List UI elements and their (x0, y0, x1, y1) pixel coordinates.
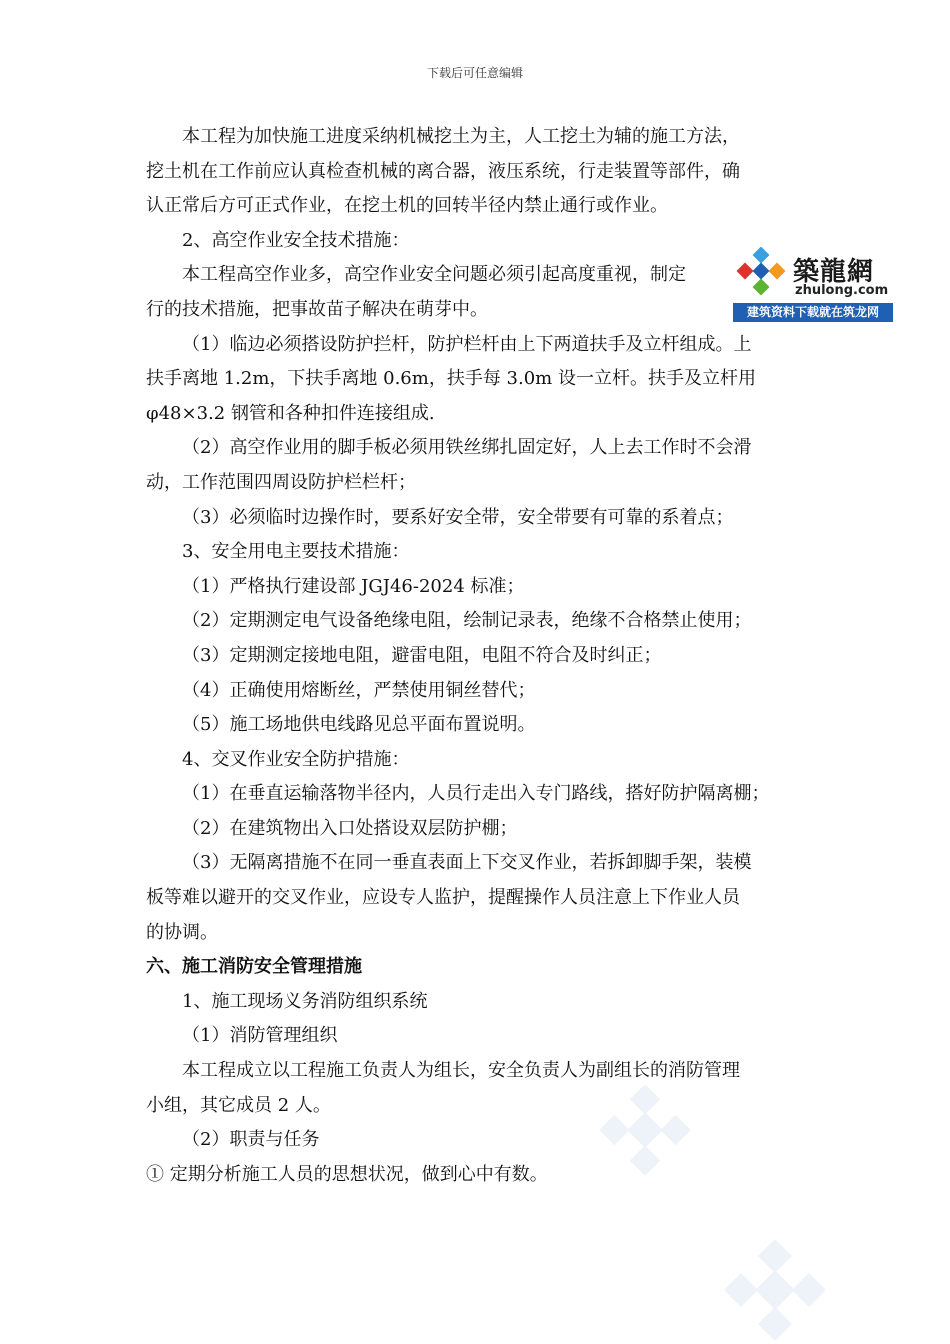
paragraph-line: 本工程成立以工程施工负责人为组长，安全负责人为副组长的消防管理 (182, 1060, 740, 1082)
paragraph-line: （4）正确使用熔断丝，严禁使用铜丝替代； (182, 679, 536, 701)
paragraph-line: （3）无隔离措施不在同一垂直表面上下交叉作业，若拆卸脚手架，装模 (182, 852, 752, 874)
paragraph-line: （1）消防管理组织 (182, 1025, 338, 1047)
paragraph-line: （2）定期测定电气设备绝缘电阻，绘制记录表，绝缘不合格禁止使用； (182, 610, 752, 632)
paragraph-line: 板等难以避开的交叉作业，应设专人监护，提醒操作人员注意上下作业人员 (146, 887, 740, 909)
logo-name-cn: 築龍網 (793, 257, 875, 287)
watermark-flower-icon-2 (725, 1240, 825, 1340)
paragraph-line: （1）严格执行建设部 JGJ46-2024 标准； (182, 575, 525, 597)
paragraph-line: 3、安全用电主要技术措施： (182, 541, 410, 563)
paragraph-line: （5）施工场地供电线路见总平面布置说明。 (182, 714, 536, 736)
paragraph-line: （2）在建筑物出入口处搭设双层防护棚； (182, 817, 518, 839)
paragraph-line: 的协调。 (146, 921, 218, 943)
paragraph-line: 4、交叉作业安全防护措施： (182, 748, 410, 770)
paragraph-line: 行的技术措施，把事故苗子解决在萌芽中。 (146, 298, 488, 320)
paragraph-line: 认正常后方可正式作业，在挖土机的回转半径内禁止通行或作业。 (146, 195, 668, 217)
zhulong-flower-icon (735, 247, 787, 299)
zhulong-logo (733, 247, 893, 323)
paragraph-line: ① 定期分析施工人员的思想状况，做到心中有数。 (146, 1163, 548, 1185)
paragraph-line: 本工程为加快施工进度采纳机械挖土为主，人工挖土为辅的施工方法， (182, 126, 740, 147)
paragraph-line: （1）临边必须搭设防护拦杆，防护栏杆由上下两道扶手及立杆组成。上 (182, 333, 752, 355)
watermark-flower-icon (600, 1085, 690, 1175)
header-note: 下载后可任意编辑 (426, 66, 523, 80)
paragraph-line: 2、高空作业安全技术措施： (182, 229, 410, 251)
paragraph-line: 1、施工现场义务消防组织系统 (182, 990, 428, 1012)
document-body (146, 120, 810, 1192)
paragraph-line: （1）在垂直运输落物半径内，人员行走出入专门路线，搭好防护隔离棚； (182, 783, 770, 805)
paragraph-line: 本工程高空作业多，高空作业安全问题必须引起高度重视，制定 (182, 264, 686, 286)
section-heading: 六、施工消防安全管理措施 (146, 956, 362, 978)
paragraph-line: （2）高空作业用的脚手板必须用铁丝绑扎固定好，人上去工作时不会滑 (182, 437, 752, 459)
logo-name-en: zhulong.com (795, 283, 889, 298)
paragraph-line: φ48×3.2 钢管和各种扣件连接组成. (146, 402, 435, 424)
paragraph-line: 动，工作范围四周设防护栏栏杆； (146, 471, 416, 493)
paragraph-line: （3）必须临时边操作时，要系好安全带，安全带要有可靠的系着点； (182, 506, 734, 528)
paragraph-line: 小组，其它成员 2 人。 (146, 1094, 331, 1116)
paragraph-line: 扶手离地 1.2m，下扶手离地 0.6m，扶手每 3.0m 设一立杆。扶手及立杆用 (146, 368, 756, 390)
paragraph-line: （3）定期测定接地电阻，避雷电阻，电阻不符合及时纠正； (182, 644, 662, 666)
logo-slogan: 建筑资料下载就在筑龙网 (733, 303, 893, 322)
paragraph-line: （2）职责与任务 (182, 1129, 320, 1151)
paragraph-line: 挖土机在工作前应认真检查机械的离合器，液压系统，行走装置等部件，确 (146, 160, 740, 182)
